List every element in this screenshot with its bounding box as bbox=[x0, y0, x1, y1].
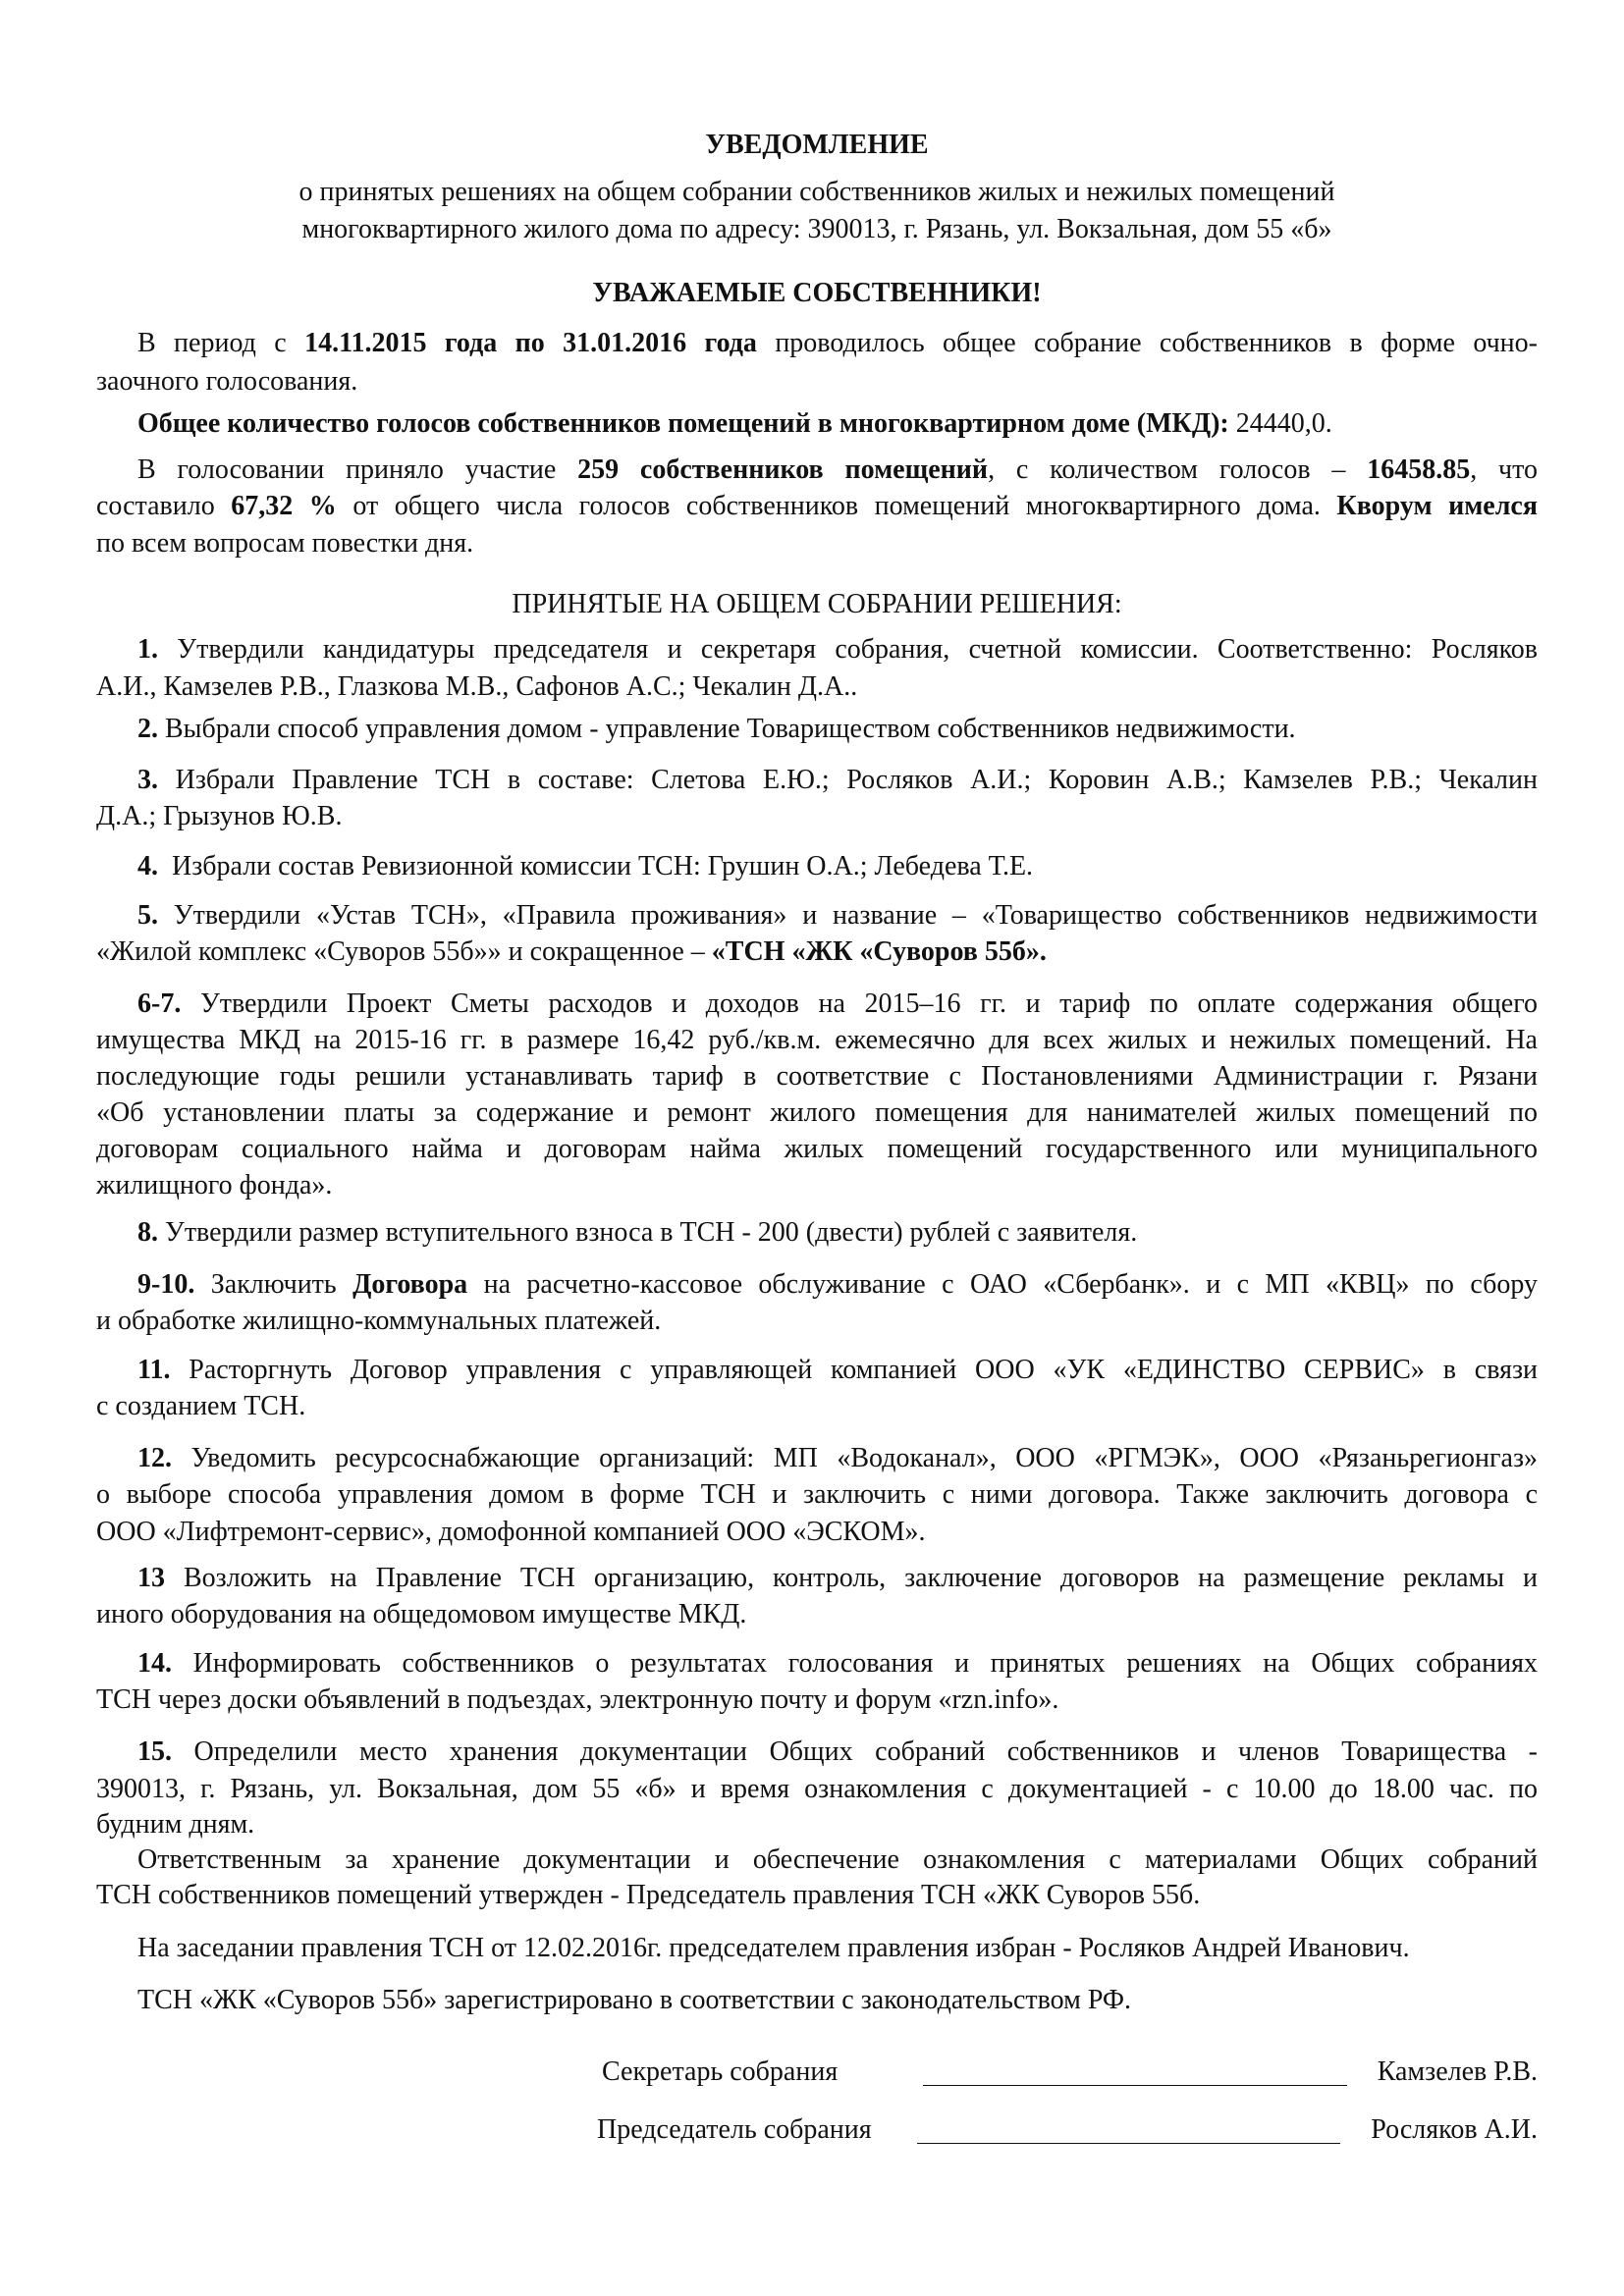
chair-name: Росляков А.И. bbox=[1371, 2114, 1538, 2145]
decision-13-cont: иного оборудования на общедомовом имуществе МКД. bbox=[96, 1599, 747, 1629]
responsible-person-cont: ТСН собственников помещений утвержден - Председатель правления ТСН «ЖК Суворов 55б. bbox=[96, 1880, 1201, 1910]
title-text: УВЕДОМЛЕНИЕ bbox=[705, 130, 929, 160]
decision-15 bbox=[137, 1734, 1538, 1770]
item-number: 3. bbox=[137, 765, 158, 795]
item-number: 8. bbox=[137, 1217, 158, 1248]
secretary-name: Камзелев Р.В. bbox=[1377, 2056, 1538, 2087]
participation-line bbox=[137, 452, 1538, 488]
text: Утвердили Проект Сметы расходов и доходов на 2015–16 гг. и тариф по оплате содержания общего bbox=[181, 988, 1538, 1019]
decision-8 bbox=[137, 1214, 1538, 1251]
decision-6-7-cont: жилищного фонда». bbox=[96, 1170, 333, 1201]
decision-2 bbox=[137, 711, 1538, 747]
dates: 14.11.2015 года по 31.01.2016 года bbox=[304, 328, 757, 358]
quorum: Кворум имелся bbox=[1336, 491, 1539, 521]
item-number: 6-7. bbox=[137, 988, 182, 1019]
percent: 67,32 % bbox=[231, 491, 337, 521]
text: от общего числа голосов собственников помещений многоквартирного дома. bbox=[336, 491, 1337, 521]
item-number: 4. bbox=[137, 851, 158, 881]
decision-6-7-cont: имущества МКД на 2015-16 гг. в размере 16,42 руб./кв.м. ежемесячно для всех жилых и нежилых помещений. На bbox=[96, 1025, 1538, 1055]
text-bold: Договора bbox=[352, 1269, 468, 1300]
text: проводилось общее собрание собственников в форме очно- bbox=[756, 328, 1538, 358]
decision-12-cont: о выборе способа управления домом в форме ТСН и заключить с ними договора. Также заключить договора с bbox=[96, 1479, 1538, 1510]
item-number: 1. bbox=[137, 634, 158, 665]
decision-1 bbox=[137, 631, 1538, 667]
decision-5-cont bbox=[96, 934, 1538, 970]
text: Заключить bbox=[194, 1269, 353, 1300]
text: Определили место хранения документации Общих собраний собственников и членов Товарищества - bbox=[172, 1736, 1538, 1767]
text: «Жилой комплекс «Суворов 55б»» и сокращенное – bbox=[96, 936, 712, 967]
text: Информировать собственников о результатах голосования и принятых решениях на Общих собраниях bbox=[172, 1648, 1538, 1679]
text: Избрали состав Ревизионной комиссии ТСН: Грушин О.А.; Лебедева Т.Е. bbox=[158, 851, 1034, 881]
chair-signature-line bbox=[917, 2143, 1340, 2144]
item-number: 9-10. bbox=[137, 1269, 195, 1300]
item-number: 2. bbox=[137, 714, 158, 744]
text: В период с bbox=[137, 328, 305, 358]
subtitle-line-2: многоквартирного жилого дома по адресу: 390013, г. Рязань, ул. Вокзальная, дом 55 «б» bbox=[301, 214, 1332, 244]
decision-6-7 bbox=[137, 986, 1538, 1022]
greeting-text: УВАЖАЕМЫЕ СОБСТВЕННИКИ! bbox=[592, 278, 1042, 308]
secretary-role: Секретарь собрания bbox=[602, 2056, 839, 2087]
document-title bbox=[96, 127, 1538, 163]
votes-count: 16458.85 bbox=[1367, 454, 1471, 485]
intro-line bbox=[137, 325, 1538, 361]
greeting bbox=[96, 275, 1538, 311]
total-votes-label: Общее количество голосов собственников помещений в многоквартирном доме (МКД): bbox=[137, 408, 1229, 439]
decision-11-cont: с созданием ТСН. bbox=[96, 1391, 306, 1421]
intro-line: заочного голосования. bbox=[96, 366, 358, 397]
text: Избрали Правление ТСН в составе: Слетова Е.Ю.; Росляков А.И.; Коровин А.В.; Камзелев Р.В.; Чекалин bbox=[158, 765, 1538, 795]
item-number: 13 bbox=[137, 1563, 165, 1593]
decisions-heading: ПРИНЯТЫЕ НА ОБЩЕМ СОБРАНИИ РЕШЕНИЯ: bbox=[512, 589, 1122, 619]
item-number: 12. bbox=[137, 1443, 172, 1473]
decision-14 bbox=[137, 1645, 1538, 1682]
text: Утвердили «Устав ТСН», «Правила проживания» и название – «Товарищество собственников недвижимости bbox=[158, 900, 1538, 931]
text: Возложить на Правление ТСН организацию, контроль, заключение договоров на размещение рекламы и bbox=[165, 1563, 1538, 1593]
item-number: 5. bbox=[137, 900, 158, 931]
decision-11 bbox=[137, 1352, 1538, 1388]
decision-5 bbox=[137, 897, 1538, 934]
participation-line bbox=[96, 488, 1538, 524]
decision-1-cont: А.И., Камзелев Р.В., Глазкова М.В., Сафонов А.С.; Чекалин Д.А.. bbox=[96, 671, 858, 702]
decision-6-7-cont: последующие годы решили устанавливать тариф в соответствие с Постановлениями Администрации г. Рязани bbox=[96, 1061, 1538, 1092]
board-meeting-note: На заседании правления ТСН от 12.02.2016г. председателем правления избран - Росляков Андрей Иванович. bbox=[137, 1933, 1410, 1963]
decision-15-cont: будним дням. bbox=[96, 1809, 255, 1840]
decision-6-7-cont: «Об установлении платы за содержание и ремонт жилого помещения для нанимателей жилых помещений по bbox=[96, 1097, 1538, 1128]
short-name: «ТСН «ЖК «Суворов 55б». bbox=[711, 936, 1047, 967]
decision-3-cont: Д.А.; Грызунов Ю.В. bbox=[96, 801, 343, 831]
decision-6-7-cont: договорам социального найма и договорам найма жилых помещений государственного или муниципального bbox=[96, 1134, 1538, 1164]
participation-line: по всем вопросам повестки дня. bbox=[96, 528, 474, 559]
total-votes-value: 24440,0. bbox=[1228, 408, 1332, 439]
secretary-signature-line bbox=[923, 2085, 1347, 2086]
responsible-person: Ответственным за хранение документации и обеспечение ознакомления с материалами Общих собраний bbox=[137, 1844, 1538, 1875]
decision-9-10 bbox=[137, 1266, 1538, 1303]
subtitle-line-1: о принятых решениях на общем собрании собственников жилых и нежилых помещений bbox=[298, 177, 1335, 207]
decision-12 bbox=[137, 1440, 1538, 1476]
text: , что bbox=[1470, 454, 1538, 485]
text: , с количеством голосов – bbox=[988, 454, 1368, 485]
text: В голосовании приняло участие bbox=[137, 454, 578, 485]
decision-3 bbox=[137, 762, 1538, 798]
chair-role: Председатель собрания bbox=[597, 2114, 872, 2145]
registration-note: ТСН «ЖК «Суворов 55б» зарегистрировано в соответствии с законодательством РФ. bbox=[137, 1985, 1132, 2015]
text: на расчетно-кассовое обслуживание с ОАО «Сбербанк». и с МП «КВЦ» по сбору bbox=[467, 1269, 1538, 1300]
text: Утвердили размер вступительного взноса в ТСН - 200 (двести) рублей с заявителя. bbox=[158, 1217, 1138, 1248]
item-number: 15. bbox=[137, 1736, 172, 1767]
decision-14-cont: ТСН через доски объявлений в подъездах, электронную почту и форум «rzn.info». bbox=[96, 1684, 1059, 1715]
decision-4 bbox=[137, 848, 1538, 884]
text: Утвердили кандидатуры председателя и секретаря собрания, счетной комиссии. Соответственно: Росляков bbox=[158, 634, 1538, 665]
decision-12-cont: ООО «Лифтремонт-сервис», домофонной компанией ООО «ЭСКОМ». bbox=[96, 1517, 926, 1547]
participants: 259 собственников помещений bbox=[577, 454, 989, 485]
total-votes bbox=[137, 405, 1538, 442]
text: Выбрали способ управления домом - управление Товариществом собственников недвижимости. bbox=[158, 714, 1296, 744]
decision-9-10-cont: и обработке жилищно-коммунальных платежей. bbox=[96, 1306, 662, 1336]
item-number: 11. bbox=[137, 1355, 171, 1385]
item-number: 14. bbox=[137, 1648, 172, 1679]
decision-13 bbox=[137, 1560, 1538, 1596]
decision-15-cont: 390013, г. Рязань, ул. Вокзальная, дом 55 «б» и время ознакомления с документацией - с 10.00 до 18.00 час. по bbox=[96, 1774, 1538, 1804]
text: Уведомить ресурсоснабжающие организаций: МП «Водоканал», ООО «РГМЭК», ООО «Рязаньрегионгаз» bbox=[172, 1443, 1538, 1473]
text: составило bbox=[96, 491, 232, 521]
text: Расторгнуть Договор управления с управляющей компанией ООО «УК «ЕДИНСТВО СЕРВИС» в связи bbox=[170, 1355, 1538, 1385]
